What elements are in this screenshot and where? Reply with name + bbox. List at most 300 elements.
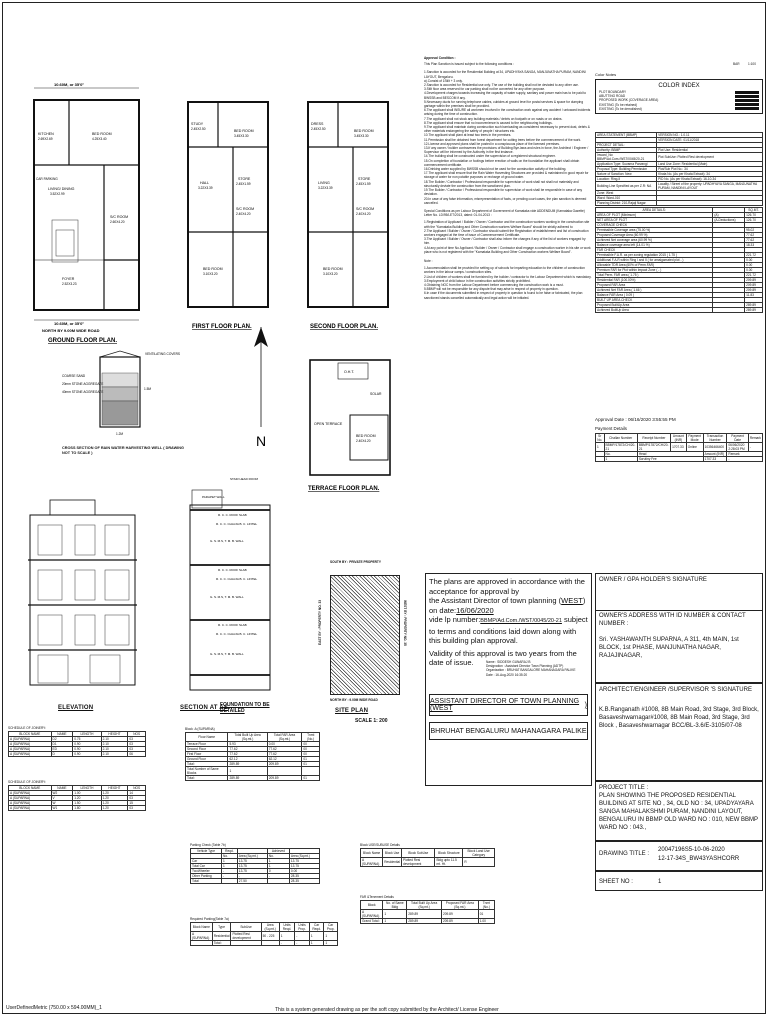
area-statement <box>595 132 763 313</box>
payment-cell: Amount (INR) <box>671 434 687 443</box>
area-project-cell: Khata No. (As per Khata Extract): 34 <box>657 172 763 177</box>
joinery-door-cell: 0.90 <box>73 742 101 747</box>
terrace-bed-size: 2.40X4.20 <box>356 439 371 443</box>
area-detail-cell: 95.02 <box>745 228 763 233</box>
note-item: 1.Accommodation shall be provided for setting up of schools for imparting education to the children of construction workers in the labour camps / construction sites. <box>424 266 585 275</box>
area-detail-cell: Permissible F.A.R. as per zoning regulation 2015 ( 1.75 ) <box>596 253 713 258</box>
approval-condition: 19.The Builder / Contractor / Professional responsible for supervision of work shall be responsible in case of any deviation. <box>424 188 583 197</box>
area-detail-cell: (A-Deductions) <box>713 218 745 223</box>
approval-condition: 2.Sanction is accorded for Residential use only. The use of the building shall not be deviated to any other use. <box>424 83 579 88</box>
area-detail-cell: 209.89 <box>745 283 763 288</box>
area-detail-cell: AREA DETAILS: <box>596 208 713 213</box>
joinery-window-cell: 1.80 <box>73 806 101 811</box>
area-detail-cell: Achieved Net coverage area (60.99 %) <box>596 238 713 243</box>
block-use-cell: Block Land Use Category <box>463 849 495 858</box>
parking-cell: Achieved <box>267 849 289 854</box>
gf-room-foyer: FOYER <box>62 277 75 281</box>
color-index-label: PROPOSED WORK (COVERAGE AREA) <box>599 98 659 103</box>
area-project-cell: Ward: Ward-010 <box>596 196 657 201</box>
joinery-door-cell: 06 <box>128 752 146 757</box>
req-parking-cell: 1 <box>309 941 323 946</box>
ff-room-bed2-size: 3.10X3.20 <box>203 272 218 276</box>
approval-condition: 3.Stilt floor area reserved for car parking shall not be converted for any other purpose. <box>424 87 546 92</box>
approval-lp-number: BBMP/Ad.Com./WST/0045/20-21 <box>480 618 562 624</box>
color-swatch-icon <box>735 103 759 106</box>
color-index-label: EXISTING (To be demolished) <box>599 106 642 111</box>
signature-line: Date : 16-Aug-2020 16:35:20 <box>486 672 528 677</box>
block-a-cell: 01 <box>302 757 320 762</box>
parking-cell: - <box>222 869 238 874</box>
req-parking-cell: - <box>295 941 310 946</box>
block-a-cell: 209.89 <box>267 776 302 781</box>
color-index-title: COLOR INDEX <box>658 83 700 89</box>
joinery-door-cell: A (SUPARNA) <box>9 752 52 757</box>
sf-room-store-size: 2.45X1.59 <box>356 182 371 186</box>
color-index-label: EXISTING (To be retained) <box>599 102 638 107</box>
rwh-sand: COARSE SAND <box>62 374 86 378</box>
block-use-row <box>361 849 495 858</box>
joinery-window-cell: 1.20 <box>73 796 101 801</box>
sf-room-sc: S/C ROOM <box>356 207 375 211</box>
payment-cell: - <box>748 443 762 452</box>
payment-sub-cell: Amount (INR) <box>703 452 727 457</box>
gf-room-foyer-size: 2.52X3.23 <box>62 282 77 286</box>
approval-line3c: subject <box>564 615 588 624</box>
area-detail-cell: Total Perm. FAR area ( 1.75 ) <box>596 273 713 278</box>
payment-heading: Payment Details <box>595 426 627 431</box>
req-parking-row <box>191 941 338 946</box>
area-project-row <box>596 182 763 191</box>
area-detail-cell: AREA OF PLOT (Minimum) <box>596 213 713 218</box>
joinery-door-cell: 03 <box>128 742 146 747</box>
block-use-cell: Bldg upto 11.5 mt. Ht. <box>435 858 463 867</box>
joinery-door-cell: NOS <box>128 732 146 737</box>
project-heading: PROJECT TITLE : <box>599 785 649 791</box>
parking-cell: 13.75 <box>289 864 319 869</box>
foundation-note: FOUNDATION TO BE DETAILED <box>220 702 270 714</box>
far-tenement-table <box>360 900 495 924</box>
parking-cell: 1 <box>267 864 289 869</box>
area-detail-cell: 289.89 <box>745 308 763 313</box>
area-project-cell: Location: Ring-II <box>596 177 657 182</box>
parking-cell <box>222 879 238 884</box>
color-notes <box>595 72 763 114</box>
block-a-cell: 77.62 <box>228 752 267 757</box>
color-swatch-icon <box>735 91 759 94</box>
parking-heading: Parking Check (Table 7b) <box>190 843 226 847</box>
block-a-cell: Floor Name <box>186 733 228 742</box>
block-a-table <box>185 732 320 781</box>
second-floor-plan <box>298 92 398 332</box>
far-cell: Block <box>361 901 383 910</box>
parking-cell: Car <box>191 859 222 864</box>
sheet-no-block <box>595 871 763 891</box>
joinery-window-cell: HEIGHT <box>101 786 128 791</box>
joinery-door-cell: 03 <box>128 737 146 742</box>
terrace-plan <box>300 355 400 495</box>
sec-label-chajja3: R. C. C. CHAJJA B. C. LINTEL <box>216 632 258 636</box>
approval-condition: 6.The applicant shall INSURE all workmen involved in the construction work against any accident / untoward incidents arising during the time of construction. <box>424 108 591 117</box>
joinery-window-cell: 1.20 <box>101 806 128 811</box>
gf-top-dimension: 10.60M, or 35'0" <box>54 82 85 87</box>
area-project-cell: Plot SubUse: Plotted Resi development <box>657 153 763 162</box>
area-detail-cell: Permissible Coverage area (75.00 %) <box>596 228 713 233</box>
joinery-window-cell: 03 <box>128 806 146 811</box>
parking-cell: 0 <box>267 869 289 874</box>
req-parking-row <box>191 923 338 932</box>
approval-condition: 14.The building shall be constructed under the supervision of a registered structural engineer. <box>424 154 556 159</box>
footer-center: This is a system generated drawing as per the soft copy submitted by the Architect/ License Engineer <box>275 1007 499 1013</box>
area-project-table <box>595 132 763 206</box>
joinery-window-cell: A (SUPARNA) <box>9 791 52 796</box>
drawing-title-block <box>595 841 763 871</box>
block-a-cell: 01 <box>302 762 320 767</box>
parking-cell: No. <box>222 854 238 859</box>
block-a-cell: 0.00 <box>267 742 302 747</box>
area-project-cell: PID No. (As per Khata Extract): 16-10-34 <box>657 177 763 182</box>
special-condition: 4.At any point of time No Applicant / Builder / Owner / Contractor shall engage a construction worker in his site or work place who is not registered with the "Karnataka Building and Other Construction workers Welfare Board". <box>424 245 591 254</box>
parking-cell: 13.75 <box>289 859 319 864</box>
parking-cell: Area (Sq.mt.) <box>289 854 319 859</box>
parking-cell: 1 <box>222 864 238 869</box>
area-detail-cell: NET AREA OF PLOT <box>596 218 713 223</box>
sf-room-dress: DRESS <box>311 122 324 126</box>
req-parking-cell: 1 <box>309 932 323 941</box>
joinery-door-cell: NAME <box>51 732 73 737</box>
payment-cell: 10356466400 <box>703 443 727 452</box>
block-use-cell: Block Name <box>361 849 383 858</box>
gf-room-car: CAR PARKING <box>36 177 58 181</box>
joinery-window-cell: W1 <box>51 806 73 811</box>
sec-label-wall2: G. S. M.S, T. M. B. WALL <box>210 595 244 599</box>
color-swatch-icon <box>735 99 759 102</box>
block-a-row <box>186 776 320 781</box>
block-a-cell: 77.62 <box>267 752 302 757</box>
joinery-window-row <box>9 806 146 811</box>
gf-room-living: LIVING/ DINING <box>48 187 75 191</box>
architect-block <box>595 683 763 781</box>
approval-conditions <box>424 56 592 300</box>
parking-cell: 28.35 <box>289 874 319 879</box>
area-details-table <box>595 207 763 313</box>
req-parking-cell: Block Name <box>191 923 213 932</box>
owner-block <box>595 573 763 683</box>
payment-sub-cell: - <box>727 457 763 462</box>
joinery-door-cell: ED <box>51 747 73 752</box>
parking-cell: No. <box>267 854 289 859</box>
payment-cell: Challan Number <box>604 434 637 443</box>
req-parking-cell <box>191 941 213 946</box>
area-detail-cell: Residential FAR (100.00%) <box>596 278 713 283</box>
gf-room-sc: S/C ROOM <box>110 215 129 219</box>
parking-cell: 13.75 <box>237 869 267 874</box>
far-cell: 01 <box>478 910 494 919</box>
parking-cell: Total <box>191 879 222 884</box>
parking-cell: Vehicle Type <box>191 849 222 854</box>
gf-title: GROUND FLOOR PLAN. <box>48 338 117 344</box>
req-parking-cell <box>261 941 279 946</box>
block-use-cell: Block SubUse <box>402 849 435 858</box>
req-parking-cell: Plotted Resi development <box>231 932 261 941</box>
north-arrow <box>246 322 276 452</box>
area-project-cell: PROJECT DETAIL: <box>596 143 657 148</box>
payment-row <box>596 434 763 443</box>
sec-label-chajja1: R. C. C. CHAJJA B. C. LINTEL <box>216 522 258 526</box>
gf-room-sc-size: 2.60X4.20 <box>110 220 125 224</box>
approval-line2: the Assistant Director of town planning ( <box>429 596 562 605</box>
parking-cell: 1 <box>267 859 289 864</box>
sec-label-wall1: G. S. M.S, T. M. B. WALL <box>210 539 244 543</box>
joinery-door-cell: HEIGHT <box>101 732 128 737</box>
payment-sub-cell: Remark <box>727 452 763 457</box>
joinery-window-cell: 1.00 <box>73 791 101 796</box>
area-detail-cell: Balance coverage area left (14.01 %) <box>596 243 713 248</box>
approval-box <box>425 573 592 786</box>
sf-room-dress-size: 2.45X2.50 <box>311 127 326 131</box>
site-top: SOUTH BY : PRIVATE PROPERTY <box>330 560 382 564</box>
sf-room-living-size: 3.22X3.39 <box>318 186 333 190</box>
approval-intro: This Plan Sanction is issued subject to the following conditions : <box>424 62 515 67</box>
area-detail-cell: Additional F.A.R within Ring I and II ( for amalgamated plot - ) <box>596 258 713 263</box>
far-cell: 289.89 <box>407 919 442 924</box>
area-detail-cell: Achieved Net FAR Area ( 1.66 ) <box>596 288 713 293</box>
ff-room-store-size: 2.45X1.59 <box>236 182 251 186</box>
payment-cell: BBMP/17872/CH/20-21 <box>605 443 636 451</box>
payment-sub-cell: Head <box>637 452 703 457</box>
special-condition-list <box>424 220 592 254</box>
joinery-door-cell: 03 <box>128 747 146 752</box>
far-row <box>361 901 495 910</box>
joinery-door-cell: LENGTH <box>73 732 101 737</box>
ff-room-study: STUDY <box>191 122 204 126</box>
far-heading: FAR &Tenement Details <box>360 895 394 899</box>
approval-condition: 12.License and approved plans shall be posted in a conspicuous place of the licensed premises. <box>424 141 560 146</box>
approval-heading: Approval Condition : <box>424 56 456 60</box>
gf-room-living-size: 3.52X2.99 <box>50 192 65 196</box>
color-notes-heading: Color Notes <box>595 72 617 77</box>
area-detail-cell: FAR CHECK <box>596 248 713 253</box>
block-use-cell: Block Use <box>383 849 402 858</box>
block-a-cell: 209.89 <box>267 762 302 767</box>
ff-room-study-size: 2.45X2.50 <box>191 127 206 131</box>
ff-room-bed2: BED ROOM <box>203 267 223 271</box>
area-detail-row <box>596 308 763 313</box>
far-cell: 1 <box>383 910 407 919</box>
block-a-cell: Ground Floor <box>186 757 228 762</box>
approval-condition: 18.The Builder / Contractor / Professional responsible for supervision of work shall not shall not materially and structurally deviate the construction from the sanctioned plan. <box>424 179 579 188</box>
payment-sub-row <box>596 457 763 462</box>
approval-condition: 8.The applicant shall ensure that no inconvenience is caused to the neighbouring buildings. <box>424 120 553 125</box>
block-a-cell: Total Number of Same Blocks <box>186 767 228 776</box>
far-row <box>361 910 495 919</box>
joinery-window-cell: 03 <box>128 796 146 801</box>
joinery-door-row <box>9 752 146 757</box>
approval-line1: The plans are approved in accordance with the acceptance for approval by <box>429 577 585 596</box>
joinery1-heading: SCHEDULE OF JOINERY: <box>8 726 47 730</box>
approval-condition: 4.Development charges towards increasing the capacity of water supply, sanitary and power main has to be paid to BWSSB and BESCOM if any. <box>424 91 587 100</box>
sec-label-stair: STAIR HEAD ROOM <box>230 477 258 481</box>
parking-cell: 1 <box>222 859 238 864</box>
sf-room-store: STORE <box>358 177 371 181</box>
payment-cell: Transaction Number <box>703 434 727 443</box>
area-detail-cell: SQ.MT. <box>745 208 763 213</box>
req-parking-cell: Car Reqd. <box>309 923 323 932</box>
area-project-cell: Authority: BBMP <box>596 148 657 153</box>
joinery-windows-table <box>8 785 146 811</box>
joinery-door-cell: 2.10 <box>101 752 128 757</box>
block-a-cell: 00 <box>302 742 320 747</box>
sec-label-slab2: R. C. C. ROOF SLAB <box>218 568 247 572</box>
terrace-solar: SOLAR <box>370 392 382 396</box>
approval-line2c: ) on date: <box>429 596 586 615</box>
joinery-window-cell: 15 <box>128 801 146 806</box>
area-detail-cell: 126.70 <box>745 218 763 223</box>
payment-sub-cell: Scrutiny Fee <box>637 457 703 462</box>
block-a-cell: 00 <box>302 752 320 757</box>
approval-condition: 10.The applicant shall plant at least two trees in the premises. <box>424 133 512 138</box>
sheet-no-value: 1 <box>658 879 662 885</box>
approval-condition: 7.The applicant shall not stock any building materials / debris on footpath or on roads or on drains. <box>424 116 563 121</box>
req-parking-cell: Type <box>212 923 231 932</box>
rwh-40mm: 40mm STONE AGGREGATE <box>62 390 104 394</box>
block-a-cell: 1 <box>228 767 267 776</box>
payment-cell: BBMP/17872/CH/20-21 <box>638 443 669 451</box>
section-drawing <box>170 470 280 700</box>
ff-room-sc-size: 2.40X4.20 <box>236 212 251 216</box>
site-plan-plot <box>330 575 400 695</box>
parking-cell: 27.50 <box>237 879 267 884</box>
parking-cell: 28.35 <box>289 879 319 884</box>
block-a-cell: Second Floor <box>186 747 228 752</box>
joinery-door-cell: 2.10 <box>101 747 128 752</box>
area-project-cell: Nature of Sanction: New <box>596 172 657 177</box>
approval-condition: 5.Necessary ducts for running telephone cables, cubicles at ground level for postal services & space for dumping garbage within the premises shall be provided. <box>424 99 584 109</box>
joinery-window-cell: LENGTH <box>73 786 101 791</box>
gf-room-bed-size: 4.25X3.40 <box>92 137 107 141</box>
special-condition: 1.Registration of Applicant / Builder / Owner / Contractor and the construction workers working in the construction site with the "Karnataka Building and Other Construction workers Welfare Board" should be strictly adhered to <box>424 220 590 229</box>
joinery-window-cell: A (SUPARNA) <box>9 796 52 801</box>
area-detail-cell: 0.00 <box>745 268 763 273</box>
req-parking-cell: Car Prop. <box>324 923 338 932</box>
adtp-box <box>429 694 588 716</box>
parking-table <box>190 848 320 884</box>
signature-line: Name : SIDDESH GUNARAJ B <box>486 660 531 664</box>
area-project-cell: Planning District: 210-Rajaji Nagar <box>596 201 657 206</box>
req-parking-heading: Required Parking(Table 7a) <box>190 917 229 921</box>
payment-cell: Payment Mode <box>686 434 703 443</box>
note-item: 5.BBMP will not be responsible for any dispute that may arise in respect of property in question. <box>424 287 559 292</box>
joinery-window-cell: W2 <box>51 791 73 796</box>
area-detail-cell: 77.62 <box>745 238 763 243</box>
block-a-cell <box>302 767 320 776</box>
area-detail-cell: 11.83 <box>745 293 763 298</box>
ff-room-bed1-size: 3.45X3.30 <box>234 134 249 138</box>
block-a-cell: 00 <box>302 747 320 752</box>
req-parking-cell: 1 <box>324 941 338 946</box>
adtp-close: ) <box>584 701 587 709</box>
parking-cell: TwoWheeler <box>191 869 222 874</box>
block-a-cell: 62.12 <box>228 757 267 762</box>
req-parking-cell: Units Reqd. <box>279 923 295 932</box>
ff-room-hall-size: 3.22X3.39 <box>198 186 213 190</box>
area-project-cell: VERSION NO.: 1.0.11 <box>657 133 763 138</box>
block-a-cell: 01 <box>302 776 320 781</box>
note-item: 3.Employment of child labour in the construction activities strictly prohibited. <box>424 278 531 283</box>
sec-label-slab3: R. C. C. ROOF SLAB <box>218 623 247 627</box>
area-project-cell: VERSION DATE: 01/11/2018 <box>657 138 763 143</box>
joinery-window-cell: 1.20 <box>101 791 128 796</box>
bbmp-label: BHRUHAT BENGALURU MAHANAGARA PALIKE <box>430 727 587 735</box>
area-project-cell: Plot/Sub Plot No.: 34 <box>657 167 763 172</box>
req-parking-cell: 1 <box>279 932 295 941</box>
area-detail-cell: Proposed BuiltUp Area <box>596 303 713 308</box>
color-swatch-icon <box>735 107 759 110</box>
note-item: 6.In case if the documents submitted in respect of property in question is found to be false or fabricated, the plan sanctioned stands cancelled automatically and legal action will be initiated. <box>424 291 583 300</box>
block-a-cell: Total: <box>186 776 228 781</box>
parking-cell: - <box>222 874 238 879</box>
payment-cell: Payment Date <box>727 434 748 443</box>
block-a-cell: 289.89 <box>228 776 267 781</box>
payment-cell: 1 <box>596 443 605 452</box>
required-parking-table <box>190 922 338 946</box>
area-detail-cell: 0.00 <box>745 263 763 268</box>
block-a-heading: Block :A (SUPARNA) <box>185 727 215 731</box>
color-index-label: ABUTTING ROAD <box>599 94 626 99</box>
approval-line2b: WEST <box>561 596 583 605</box>
area-project-cell: Locality / Street of the property: UPADHYAYA SANGA, MANJUNATHA PURAM, NANDINI LAYOUT <box>657 182 763 191</box>
approval-condition: 9.The applicant shall maintain during construction such barricading as considered necessary to prevent dust, debris & other materials endangering the safety of people / structures etc. <box>424 125 590 134</box>
color-index-label: PLOT BOUNDARY <box>599 90 627 94</box>
bbmp-box <box>429 722 588 740</box>
parking-cell <box>267 879 289 884</box>
parking-row <box>191 879 320 884</box>
joinery-window-cell: V <box>51 796 73 801</box>
parking-cell: Reqd. <box>222 849 238 854</box>
joinery-window-cell: 1.50 <box>73 801 101 806</box>
req-parking-cell: 50 - 225 <box>261 932 279 941</box>
sheet-no-label: SHEET NO : <box>599 879 633 885</box>
signature-line: Organization : BRUHAT BANGALORE MAHANAGARA PALIKE <box>486 668 576 673</box>
block-a-cell: 5.93 <box>228 742 267 747</box>
block-a-cell: Terrace Floor <box>186 742 228 747</box>
block-a-cell: Total FAR Area (Sq.mt.) <box>267 733 302 742</box>
elevation-drawing <box>20 495 145 700</box>
gf-bottom-dimension: 10.60M, or 35'0" <box>54 321 85 326</box>
block-a-row <box>186 733 320 742</box>
terrace-title: TERRACE FLOOR PLAN. <box>308 486 380 492</box>
section-title: SECTION AT AS <box>180 705 229 711</box>
parking-cell: - <box>267 874 289 879</box>
joinery-door-cell: BLOCK NAME <box>9 732 52 737</box>
block-a-cell: 77.62 <box>228 747 267 752</box>
area-detail-cell: 289.89 <box>745 303 763 308</box>
sec-label-parapet: PARAPET WALL <box>202 495 225 499</box>
note-item: 4.Obtaining NOC from the Labour Department before commencing the construction work is a must. <box>424 282 564 287</box>
ff-room-bed1: BED ROOM <box>234 129 254 133</box>
req-parking-cell <box>231 941 261 946</box>
area-project-cell: Building Line Specified as per Z.R: NA <box>596 182 657 191</box>
joinery-door-cell: D1 <box>51 742 73 747</box>
far-cell: 1.00 <box>478 919 494 924</box>
approval-line4: to terms and conditions laid down along with this building plan approval. <box>429 626 577 645</box>
north-label: N <box>256 433 267 449</box>
first-floor-plan <box>178 92 278 332</box>
block-use-cell: Plotted Resi development <box>402 858 435 867</box>
far-cell: 1 <box>383 919 407 924</box>
far-row <box>361 919 495 924</box>
joinery-doors-table <box>8 731 146 757</box>
area-detail-cell <box>713 308 745 313</box>
